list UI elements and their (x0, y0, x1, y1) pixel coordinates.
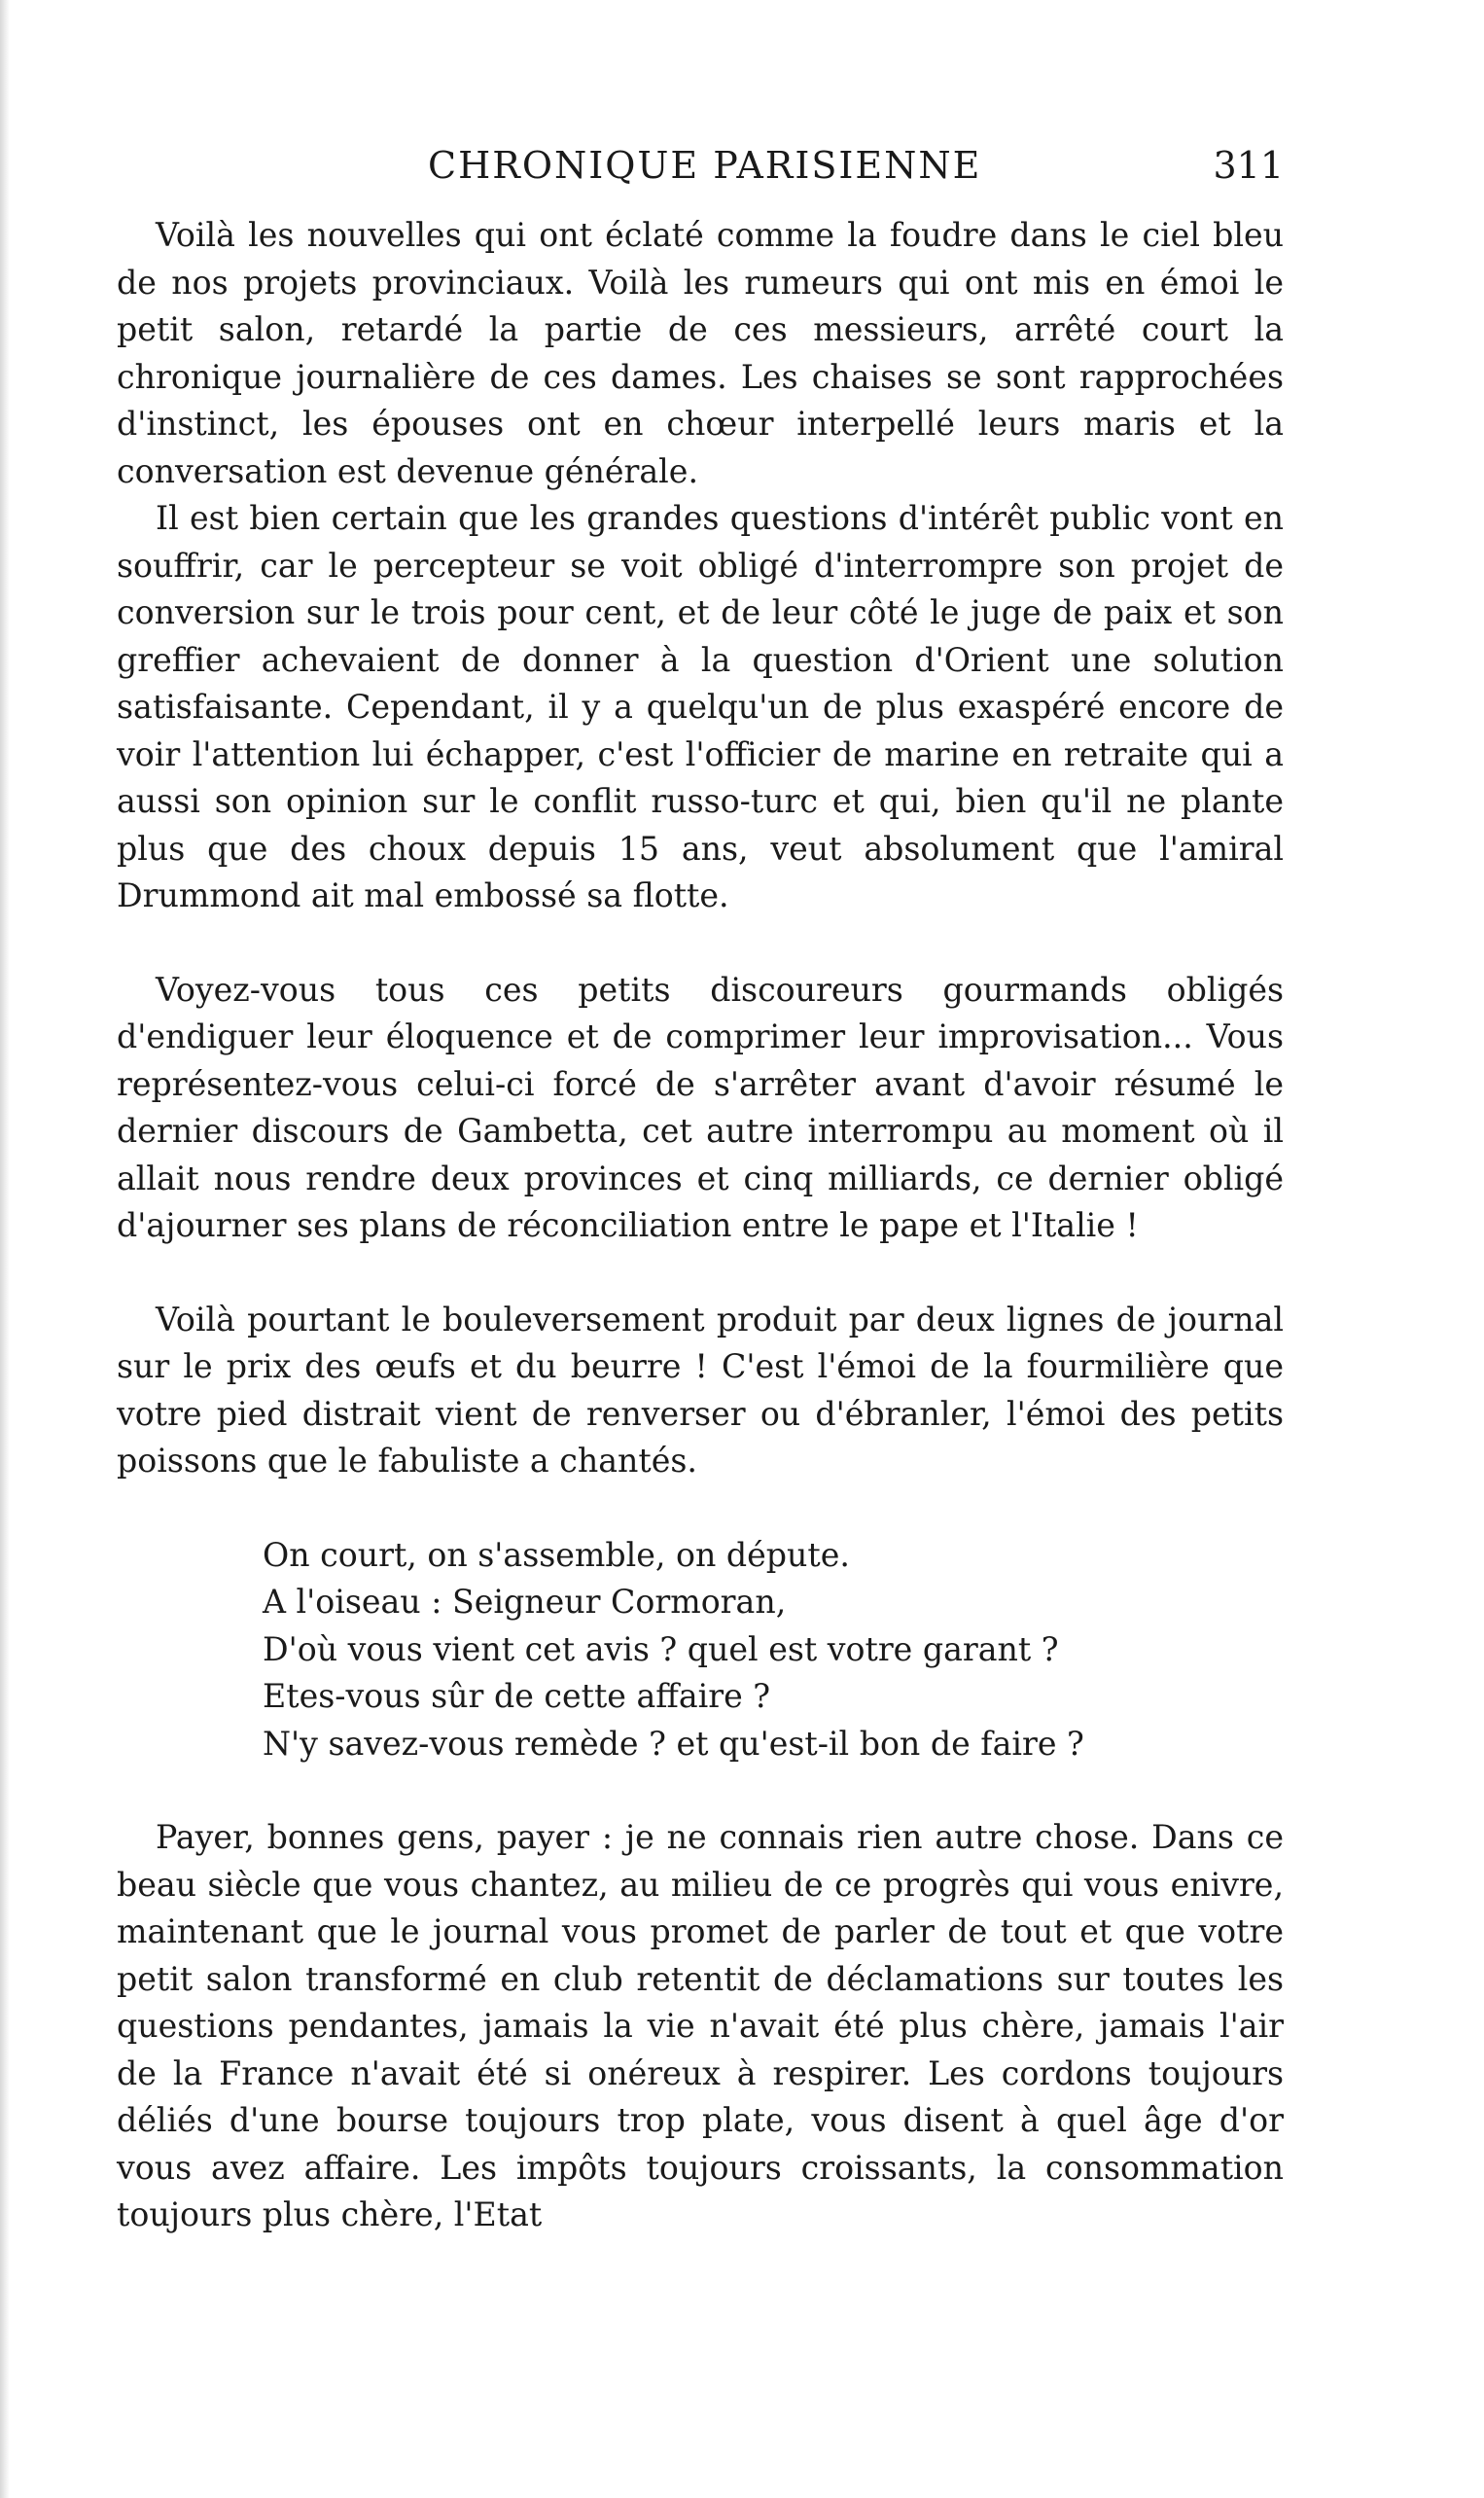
body-text (117, 212, 1284, 2239)
poem-line: A l'oiseau : Seigneur Cormoran, (263, 1583, 787, 1621)
page-number: 311 (1213, 144, 1284, 187)
page-header (117, 144, 1284, 193)
paragraph-1: Voilà les nouvelles qui ont éclaté comme la foudre dans le ciel bleu de nos projets provinciaux. Voilà les rumeurs qui ont mis en émoi le petit salon, retardé la partie de ces messieurs, arrêté court la chronique journalière de ces dames. Les chaises se sont rapprochées d'instinct, les épouses ont en chœur interpellé leurs maris et la conversation est devenue générale. (117, 216, 1284, 490)
paragraph-3: Voyez-vous tous ces petits discoureurs gourmands obligés d'endiguer leur éloquence et de comprimer leur improvisation... Vous représentez-vous celui-ci forcé de s'arrêter avant d'avoir résumé le dernier discours de Gambetta, cet autre interrompu au moment où il allait nous rendre deux provinces et cinq milliards, ce dernier obligé d'ajourner ses plans de réconciliation entre le pape et l'Italie ! (117, 970, 1284, 1244)
closing-paragraph: Payer, bonnes gens, payer : je ne connais rien autre chose. Dans ce beau siècle que vous chantez, au milieu de ce progrès qui vous enivre, maintenant que le journal vous promet de parler de tout et que votre petit salon transformé en club retentit de déclamations sur toutes les questions pendantes, jamais la vie n'avait été plus chère, jamais l'air de la France n'avait été si onéreux à respirer. Les cordons toujours déliés d'une bourse toujours trop plate, vous disent à quel âge d'or vous avez affaire. Les impôts toujours croissants, la consommation toujours plus chère, l'Etat (117, 1818, 1284, 2233)
poem-line: Etes-vous sûr de cette affaire ? (263, 1677, 771, 1715)
fable-quotation (263, 1532, 1284, 1768)
running-title: CHRONIQUE PARISIENNE (428, 144, 982, 187)
paragraph-2: Il est bien certain que les grandes questions d'intérêt public vont en souffrir, car le percepteur se voit obligé d'interrompre son projet de conversion sur le trois pour cent, et de leur côté le juge de paix et son greffier achevaient de donner à la question d'Orient une solution satisfaisante. Cependant, il y a quelqu'un de plus exaspéré encore de voir l'attention lui échapper, c'est l'officier de marine en retraite qui a aussi son opinion sur le conflit russo-turc et qui, bien qu'il ne plante plus que des choux depuis 15 ans, veut absolument que l'amiral Drummond ait mal embossé sa flotte. (117, 499, 1284, 914)
poem-line: On court, on s'assemble, on députe. (263, 1535, 850, 1574)
poem-line: D'où vous vient cet avis ? quel est votre garant ? (263, 1629, 1059, 1668)
page-binding-edge (0, 0, 10, 2498)
poem-line: N'y savez-vous remède ? et qu'est-il bon de faire ? (263, 1724, 1084, 1763)
paragraph-4: Voilà pourtant le bouleversement produit par deux lignes de journal sur le prix des œufs et du beurre ! C'est l'émoi de la fourmilière que votre pied distrait vient de renverser ou d'ébranler, l'émoi des petits poissons que le fabuliste a chantés. (117, 1300, 1284, 1480)
